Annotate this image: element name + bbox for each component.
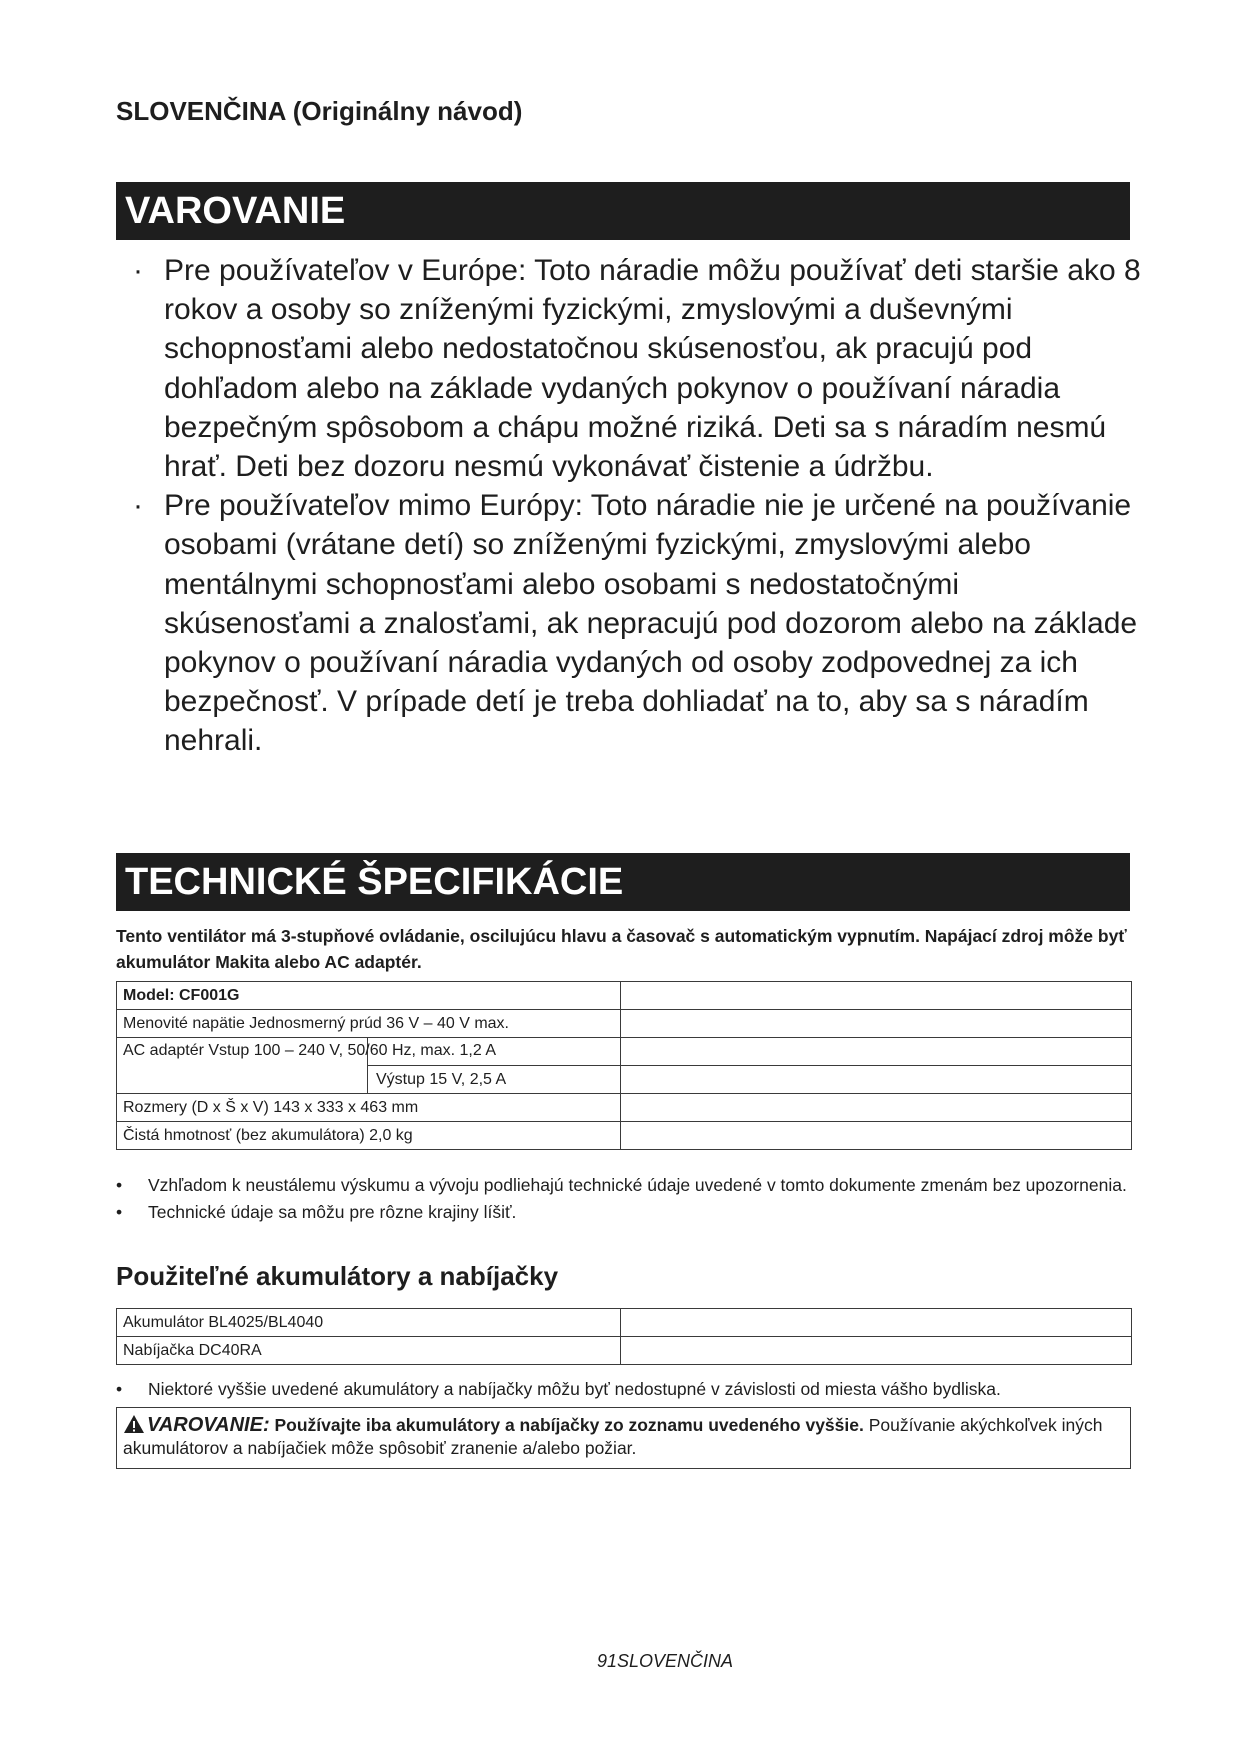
warning-bold-text: Používajte iba akumulátory a nabíjačky zo zoznamu uvedeného vyššie.: [274, 1415, 864, 1435]
specs-notes: [116, 1174, 1146, 1223]
warning-item-outside-europe: [116, 486, 1146, 760]
warning-item-text: Pre používateľov v Európe: Toto náradie môžu používať deti staršie ako 8 rokov a osoby so zníženými fyzickými, zmyslovými a duševnými schopnosťami alebo nedostatočnou skúsenosťou, ak pracujú pod dohľadom alebo na základe vydaných pokynov o používaní náradia bezpečným spôsobom a chápu možné riziká. Deti sa s náradím nesmú hrať. Deti bez dozoru nesmú vykonávať čistenie a údržbu.: [164, 254, 1141, 484]
table-row: [117, 1038, 1132, 1066]
specs-intro: Tento ventilátor má 3-stupňové ovládanie, oscilujúcu hlavu a časovač s automatickým vypnutím. Napájací zdroj môže byť akumulátor Makita alebo AC adaptér.: [116, 926, 1127, 972]
bullet-icon: ·: [133, 254, 143, 287]
battery-warning-box: [116, 1407, 1131, 1469]
empty-cell: [621, 1066, 1132, 1094]
warning-text: Používanie akýchkoľvek iných akumulátorov a nabíjačiek môže spôsobiť zranenie a/alebo požiar.: [123, 1415, 1103, 1458]
language-header: SLOVENČINA (Originálny návod): [116, 96, 523, 126]
empty-cell: [621, 1094, 1132, 1122]
table-row: [117, 1010, 1132, 1038]
note-text: Niektoré vyššie uvedené akumulátory a nabíjačky môžu byť nedostupné v závislosti od miesta vášho bydliska.: [148, 1379, 1001, 1399]
list-item: [116, 1174, 1146, 1196]
specs-table: [116, 981, 1132, 1150]
empty-cell: [621, 1337, 1132, 1365]
warning-item-text: Pre používateľov mimo Európy: Toto náradie nie je určené na používanie osobami (vrátane detí) so zníženými fyzickými, zmyslovými alebo mentálnymi schopnosťami alebo osobami s nedostatočnými skúsenosťami a znalosťami, ak nepracujú pod dozorom alebo na základe pokynov o používaní náradia vydaných od osoby zodpovednej za ich bezpečnosť. V prípade detí je treba dohliadať na to, aby sa s náradím nehrali.: [164, 489, 1138, 758]
table-row: [117, 1094, 1132, 1122]
batteries-notes: [116, 1378, 1146, 1400]
model-cell: Model: CF001G: [117, 982, 621, 1010]
empty-cell: [621, 1010, 1132, 1038]
warning-section-title: VAROVANIE: [116, 182, 1130, 240]
table-row: [117, 982, 1132, 1010]
specs-section-title: TECHNICKÉ ŠPECIFIKÁCIE: [116, 853, 1130, 911]
note-text: Vzhľadom k neustálemu výskumu a vývoju podliehajú technické údaje uvedené v tomto dokumente zmenám bez upozornenia.: [148, 1175, 1127, 1195]
bullet-icon: •: [116, 1379, 123, 1399]
empty-cell: [621, 1309, 1132, 1337]
bullet-icon: ·: [133, 489, 143, 523]
table-row: [117, 1122, 1132, 1150]
table-row: [117, 1309, 1132, 1337]
ac-output-cell: Výstup 15 V, 2,5 A: [368, 1066, 621, 1094]
warning-item-europe: [116, 251, 1146, 486]
batteries-section-title: Použiteľné akumulátory a nabíjačky: [116, 1261, 559, 1291]
battery-cell: Akumulátor BL4025/BL4040: [117, 1309, 621, 1337]
rated-voltage-cell: Menovité napätie Jednosmerný prúd 36 V – 40 V max.: [117, 1010, 621, 1038]
ac-input-cell: AC adaptér Vstup 100 – 240 V, 50/60 Hz, max. 1,2 A: [117, 1038, 368, 1094]
charger-cell: Nabíjačka DC40RA: [117, 1337, 621, 1365]
bullet-icon: •: [116, 1175, 123, 1195]
list-item: [116, 1201, 1146, 1223]
net-weight-cell: Čistá hmotnosť (bez akumulátora) 2,0 kg: [117, 1122, 621, 1150]
table-row: [117, 1337, 1132, 1365]
page-footer: 91SLOVENČINA: [596, 1651, 734, 1671]
warning-label: VAROVANIE:: [147, 1414, 270, 1436]
dimensions-cell: Rozmery (D x Š x V) 143 x 333 x 463 mm: [117, 1094, 621, 1122]
bullet-icon: •: [116, 1202, 123, 1222]
empty-cell: [621, 1122, 1132, 1150]
note-text: Technické údaje sa môžu pre rôzne krajiny líšiť.: [148, 1202, 517, 1222]
empty-cell: [621, 1038, 1132, 1066]
list-item: [116, 1378, 1146, 1400]
warning-triangle-icon: [123, 1414, 145, 1434]
empty-cell: [621, 982, 1132, 1010]
batteries-table: [116, 1308, 1132, 1365]
warning-list: [116, 251, 1146, 761]
